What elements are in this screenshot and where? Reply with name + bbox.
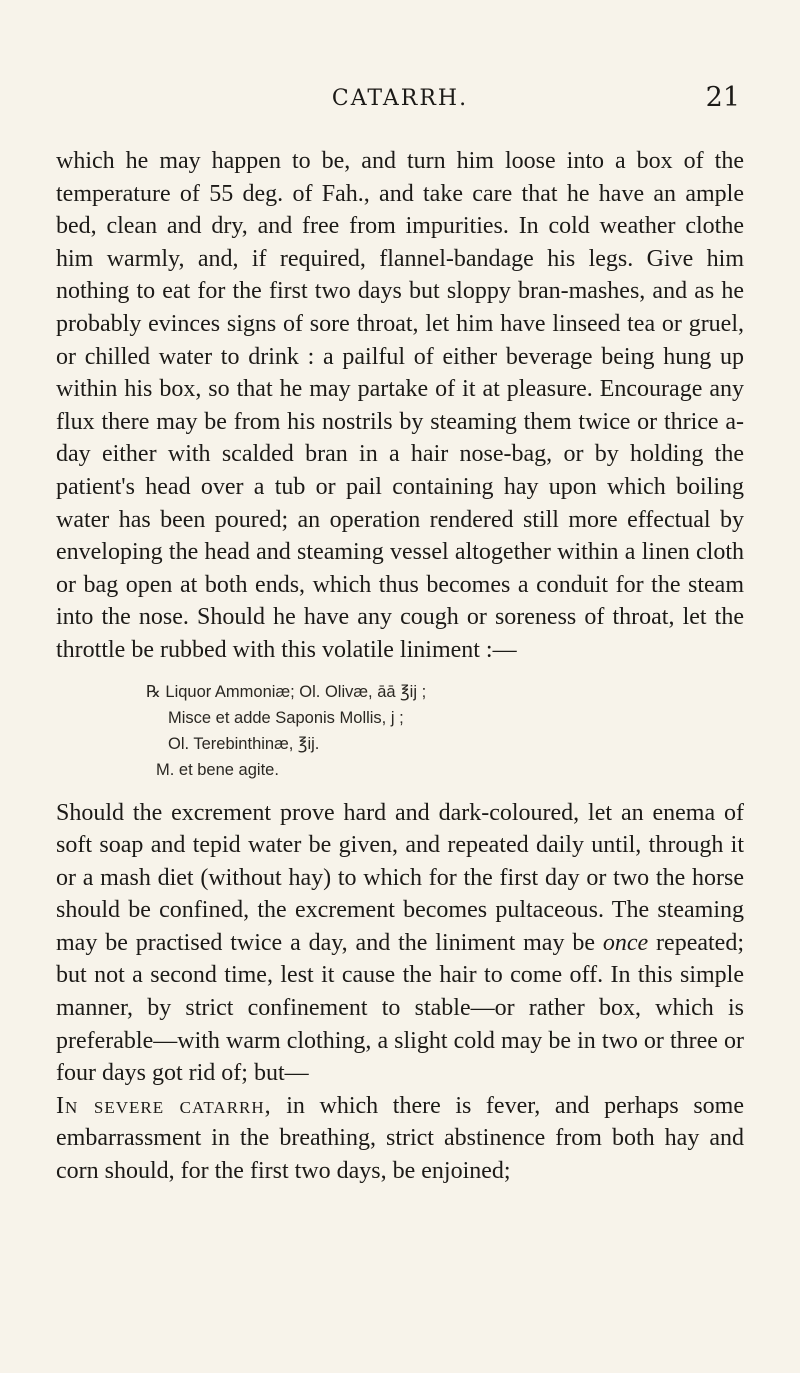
prescription-line-2: Misce et adde Saponis Mollis, j ; bbox=[168, 708, 404, 727]
rx-icon: ℞ bbox=[146, 681, 161, 701]
body-text bbox=[56, 145, 744, 1188]
paragraph-care-instructions: which he may happen to be, and turn him loose into a box of the temperature of 55 deg. of Fah., and take care that he have an ample bed, clean and dry, and free from impurities. In cold weather clothe him warmly, and, if required, flannel-bandage his legs. Give him nothing to eat for the first two days but sloppy bran-mashes, and as he probably evinces signs of sore throat, let him have linseed tea or gruel, or chilled water to drink : a pailful of either beverage being hung up within his box, so that he may partake of it at pleasure. Encourage any flux there may be from his nostrils by steaming them twice or thrice a-day either with scalded bran in a hair nose-bag, or by holding the patient's head over a tub or pail containing hay upon which boiling water has been poured; an operation rendered still more effectual by enveloping the head and steaming vessel altogether within a linen cloth or bag open at both ends, which thus becomes a conduit for the steam into the nose. Should he have any cough or soreness of throat, let the throttle be rubbed with this volatile liniment :— bbox=[56, 148, 744, 663]
paragraph-severe-catarrh bbox=[56, 1090, 744, 1188]
paragraph-excrement bbox=[56, 797, 744, 1090]
prescription-line-3: Ol. Terebinthinæ, ℥ij. bbox=[168, 734, 320, 753]
page-number: 21 bbox=[705, 82, 740, 113]
paragraph-excrement-part1: Should the excrement prove hard and dark-coloured, let an enema of soft soap and tepid water be given, and repeated daily until, through it or a mash diet (without hay) to which for the first day or two the horse should be confined, the excrement becomes pultaceous. The steaming may be practised twice a day, and the liniment may be bbox=[56, 799, 744, 956]
prescription-ingredients-1: Liquor Ammoniæ; Ol. Olivæ, āā ℥ij ; bbox=[165, 682, 427, 701]
emphasis-once: once bbox=[602, 929, 649, 956]
section-lead-severe-catarrh: In severe catarrh, bbox=[56, 1092, 272, 1119]
prescription-line-4: M. et bene agite. bbox=[156, 760, 279, 779]
prescription-block bbox=[146, 679, 744, 783]
running-head bbox=[56, 82, 744, 126]
prescription-line-1 bbox=[146, 679, 744, 705]
running-title: CATARRH. bbox=[331, 86, 469, 111]
paragraph-severe-catarrh-text: in which there is fever, and perhaps some embarrassment in the breathing, strict abstinence from both hay and corn should, for the first two days, be enjoined; bbox=[56, 1092, 744, 1185]
paragraph-excrement-part2: repeated; but not a second time, lest it cause the hair to come off. In this simple manner, by strict confinement to stable—or rather box, which is preferable—with warm clothing, a slight cold may be in two or three or four days got rid of; but— bbox=[56, 929, 744, 1087]
